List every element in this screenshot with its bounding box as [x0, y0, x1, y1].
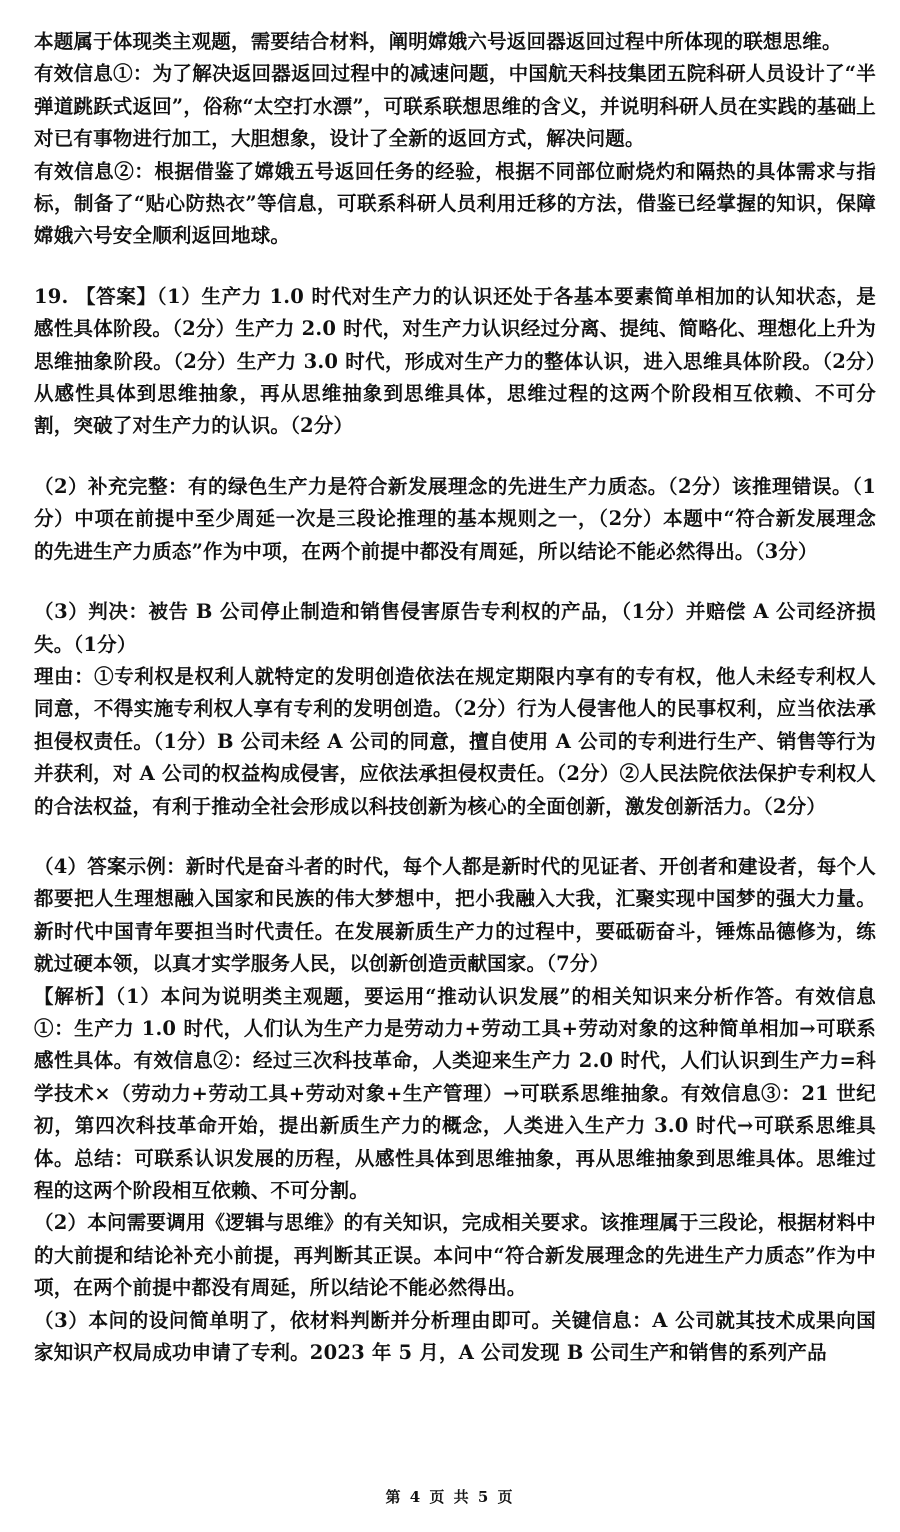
spacer: [34, 443, 876, 471]
q19-analysis-2: （2）本问需要调用《逻辑与思维》的有关知识，完成相关要求。该推理属于三段论，根据材料中的大前提和结论补充小前提，再判断其正误。本问中“符合新发展理念的先进生产力质态”作为中项，在两个前提中都没有周延，所以结论不能必然得出。: [34, 1211, 876, 1300]
page-footer: 第 4 页 共 5 页: [385, 1488, 515, 1506]
document-page: [34, 26, 876, 1466]
q19-answer-2: （2）补充完整：有的绿色生产力是符合新发展理念的先进生产力质态。（2分）该推理错误。（1分）中项在前提中至少周延一次是三段论推理的基本规则之一，（2分）本题中“符合新发展理念的先进生产力质态”作为中项，在两个前提中都没有周延，所以结论不能必然得出。（3分）: [34, 474, 876, 563]
q19-analysis-1: 【解析】（1）本问为说明类主观题，要运用“推动认识发展”的相关知识来分析作答。有效信息①：生产力 1.0 时代，人们认为生产力是劳动力+劳动工具+劳动对象的这种简单相加→可联系感性具体。有效信息②：经过三次科技革命，人类迎来生产力 2.0 时代，人们认识到生产力=科学技术×（劳动力+劳动工具+劳动对象+生产管理）→可联系思维抽象。有效信息③：21 世纪初，第四次科技革命开始，提出新质生产力的概念，人类进入生产力 3.0 时代→可联系思维具体。总结：可联系认识发展的历程，从感性具体到思维抽象，再从思维抽象到思维具体。思维过程的这两个阶段相互依赖、不可分割。: [34, 984, 876, 1202]
q19-analysis-3: （3）本问的设问简单明了，依材料判断并分析理由即可。关键信息：A 公司就其技术成果向国家知识产权局成功申请了专利。2023 年 5 月，A 公司发现 B 公司生产和销售的系列产品: [34, 1308, 876, 1365]
intro-paragraph-2: 有效信息①：为了解决返回器返回过程中的减速问题，中国航天科技集团五院科研人员设计了“半弹道跳跃式返回”，俗称“太空打水漂”，可联系联想思维的含义，并说明科研人员在实践的基础上对已有事物进行加工，大胆想象，设计了全新的返回方式，解决问题。: [34, 62, 876, 151]
intro-paragraph-3: 有效信息②：根据借鉴了嫦娥五号返回任务的经验，根据不同部位耐烧灼和隔热的具体需求与指标，制备了“贴心防热衣”等信息，可联系科研人员利用迁移的方法，借鉴已经掌握的知识，保障嫦娥六号安全顺利返回地球。: [34, 159, 876, 248]
spacer: [34, 253, 876, 281]
intro-paragraph-1: 本题属于体现类主观题，需要结合材料，阐明嫦娥六号返回器返回过程中所体现的联想思维。: [34, 30, 842, 53]
spacer: [34, 823, 876, 851]
q19-answer-1: 19. 【答案】（1）生产力 1.0 时代对生产力的认识还处于各基本要素简单相加的认知状态，是感性具体阶段。（2分）生产力 2.0 时代，对生产力认识经过分离、提纯、简略化、理想化上升为思维抽象阶段。（2分）生产力 3.0 时代，形成对生产力的整体认识，进入思维具体阶段。（2分）从感性具体到思维抽象，再从思维抽象到思维具体，思维过程的这两个阶段相互依赖、不可分割，突破了对生产力的认识。（2分）: [34, 284, 876, 438]
spacer: [34, 568, 876, 596]
q19-answer-4: （4）答案示例：新时代是奋斗者的时代，每个人都是新时代的见证者、开创者和建设者，每个人都要把人生理想融入国家和民族的伟大梦想中，把小我融入大我，汇聚实现中国梦的强大力量。新时代中国青年要担当时代责任。在发展新质生产力的过程中，要砥砺奋斗，锤炼品德修为，练就过硬本领，以真才实学服务人民，以创新创造贡献国家。（7分）: [34, 854, 876, 976]
q19-answer-3-reason: 理由：①专利权是权利人就特定的发明创造依法在规定期限内享有的专有权，他人未经专利权人同意，不得实施专利权人享有专利的发明创造。（2分）行为人侵害他人的民事权利，应当依法承担侵权责任。（1分）B 公司未经 A 公司的同意，擅自使用 A 公司的专利进行生产、销售等行为并获利，对 A 公司的权益构成侵害，应依法承担侵权责任。（2分）②人民法院依法保护专利权人的合法权益，有利于推动全社会形成以科技创新为核心的全面创新，激发创新活力。（2分）: [34, 664, 876, 818]
q19-answer-3-verdict: （3）判决：被告 B 公司停止制造和销售侵害原告专利权的产品，（1分）并赔偿 A 公司经济损失。（1分）: [34, 600, 876, 656]
